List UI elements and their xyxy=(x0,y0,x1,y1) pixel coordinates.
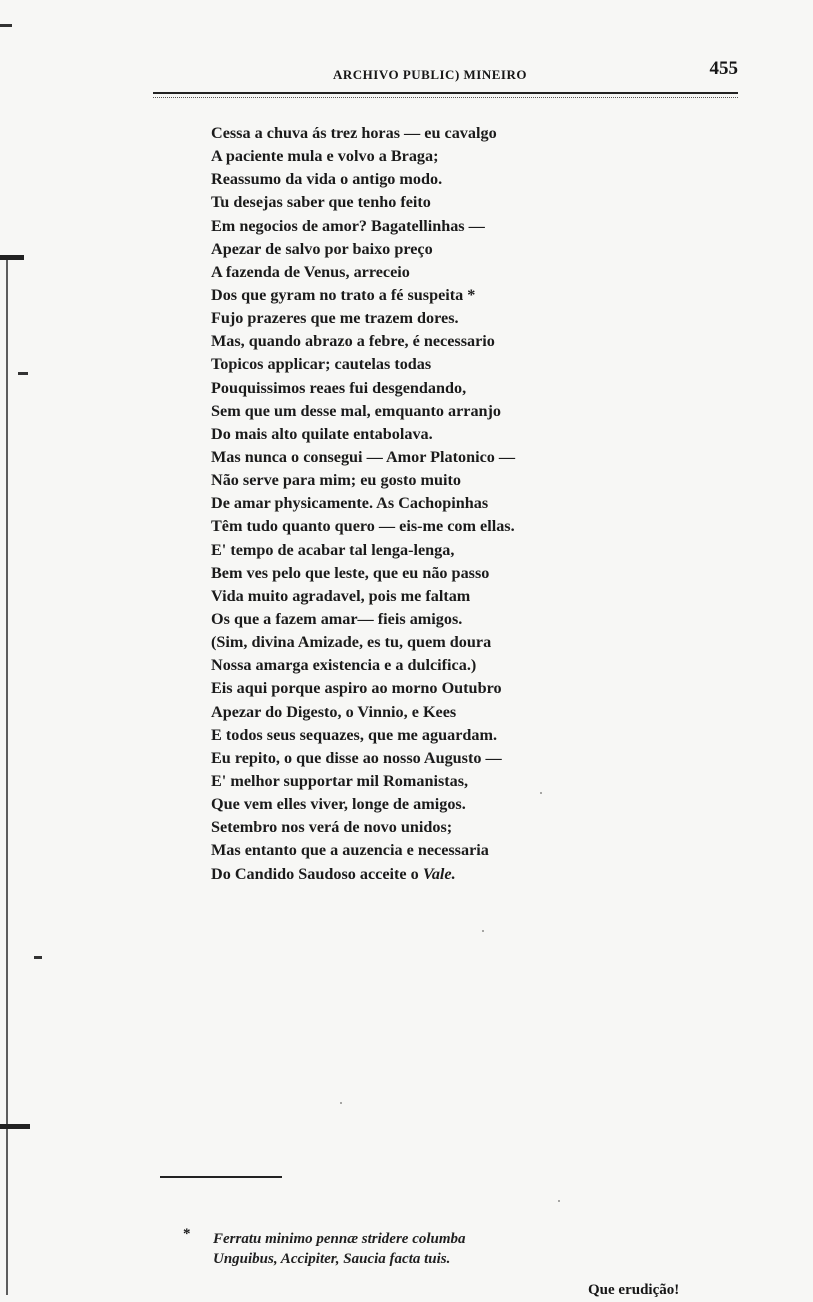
poem-line: Nossa amarga existencia e a dulcifica.) xyxy=(211,656,477,675)
poem-line: Que vem elles viver, longe de amigos. xyxy=(211,795,466,814)
page-edge-mark xyxy=(0,255,24,260)
poem-line: Mas entanto que a auzencia e necessaria xyxy=(211,841,489,860)
page-edge-mark xyxy=(34,956,42,959)
poem-line: Reassumo da vida o antigo modo. xyxy=(211,170,443,189)
page-edge-mark xyxy=(0,24,12,27)
poem-line: De amar physicamente. As Cachopinhas xyxy=(211,494,489,513)
poem-last-word: Vale. xyxy=(422,864,456,883)
page-number: 455 xyxy=(709,58,738,79)
poem-line: Setembro nos verá de novo unidos; xyxy=(211,818,453,837)
running-head xyxy=(153,58,738,98)
catchword: Que erudição! xyxy=(588,1282,680,1298)
poem-line: Topicos applicar; cautelas todas xyxy=(211,355,432,374)
poem-line: Pouquissimos reaes fui desgendando, xyxy=(211,378,467,397)
poem-line: Eis aqui porque aspiro ao morno Outubro xyxy=(211,679,502,698)
page-edge-line xyxy=(6,255,8,1295)
poem-line: Eu repito, o que disse ao nosso Augusto — xyxy=(211,748,502,767)
header-rule xyxy=(153,92,738,98)
poem-line: E' melhor supportar mil Romanistas, xyxy=(211,771,469,790)
poem-last-line-text: Do Candido Saudoso acceite o xyxy=(211,864,423,883)
page-edge-mark xyxy=(18,372,28,375)
page-edge-mark xyxy=(0,1124,30,1129)
poem-line: Mas nunca o consegui — Amor Platonico — xyxy=(211,447,516,466)
poem-line: Não serve para mim; eu gosto muito xyxy=(211,471,461,490)
poem-line: Sem que um desse mal, emquanto arranjo xyxy=(211,401,502,420)
scan-speck xyxy=(540,792,542,794)
poem-last-line xyxy=(211,863,571,886)
poem-line: Cessa a chuva ás trez horas — eu cavalgo xyxy=(211,124,497,142)
footnote-line: Unguibus, Accipiter, Saucia facta tuis. xyxy=(213,1251,451,1267)
footnote-line: Ferratu minimo pennæ stridere columba xyxy=(213,1231,466,1247)
scan-speck xyxy=(482,930,484,932)
poem-line: A paciente mula e volvo a Braga; xyxy=(211,147,439,166)
poem-line: Têm tudo quanto quero — eis-me com ellas. xyxy=(211,517,515,536)
poem-line: Mas, quando abrazo a febre, é necessario xyxy=(211,332,495,351)
poem-line: Em negocios de amor? Bagatellinhas — xyxy=(211,216,485,235)
scan-speck xyxy=(558,1200,560,1202)
poem-line: (Sim, divina Amizade, es tu, quem doura xyxy=(211,633,492,652)
poem-body xyxy=(211,122,571,886)
footnote-rule xyxy=(160,1176,282,1178)
running-title: ARCHIVO PUBLIC) MINEIRO xyxy=(333,67,527,82)
poem-line: Os que a fazem amar— fieis amigos. xyxy=(211,609,463,628)
poem-line: Apezar de salvo por baixo preço xyxy=(211,239,433,258)
poem-line: Fujo prazeres que me trazem dores. xyxy=(211,309,459,328)
poem-line: Tu desejas saber que tenho feito xyxy=(211,193,431,212)
poem-line: A fazenda de Venus, arreceio xyxy=(211,262,410,281)
poem-line: Bem ves pelo que leste, que eu não passo xyxy=(211,563,490,582)
poem-line: Do mais alto quilate entabolava. xyxy=(211,424,433,443)
footnote-marker: * xyxy=(183,1226,191,1242)
scan-speck xyxy=(340,1102,342,1104)
poem-line: Apezar do Digesto, o Vinnio, e Kees xyxy=(211,702,457,721)
poem-line: Vida muito agradavel, pois me faltam xyxy=(211,586,471,605)
poem-line: Dos que gyram no trato a fé suspeita * xyxy=(211,285,476,304)
poem-line: E todos seus sequazes, que me aguardam. xyxy=(211,725,498,744)
poem-line: E' tempo de acabar tal lenga-lenga, xyxy=(211,540,455,559)
footnote xyxy=(183,1226,566,1269)
